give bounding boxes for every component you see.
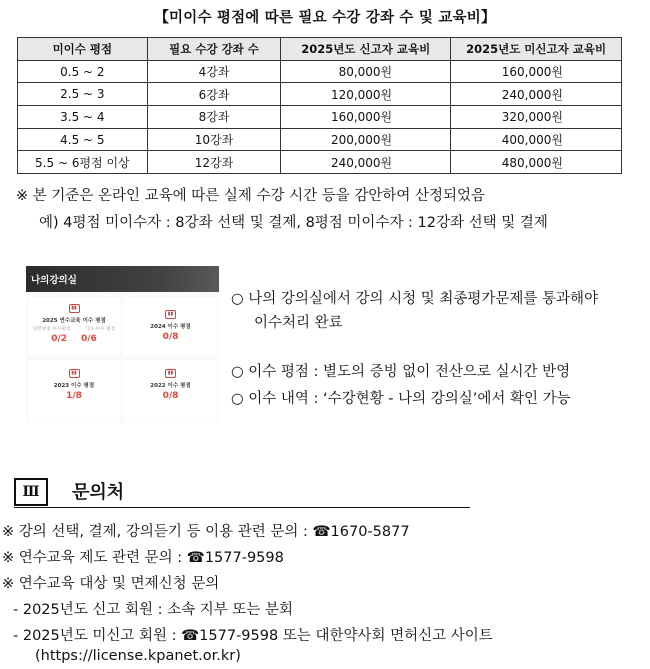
fee-table bbox=[17, 37, 622, 174]
table-cell: 480,000원 bbox=[451, 151, 622, 174]
example-note: 예) 4평점 미이수자 : 8강좌 선택 및 결제, 8평점 미이수자 : 12강좌 선택 및 결제 bbox=[39, 215, 548, 231]
credit-card-2025 bbox=[28, 298, 120, 355]
license-site-link[interactable]: (https://license.kpanet.or.kr) bbox=[35, 648, 241, 664]
contact-usage: ※ 강의 선택, 결제, 강의듣기 등 이용 관련 문의 : ☎1670-5877 bbox=[2, 524, 410, 540]
table-cell: 160,000원 bbox=[451, 60, 622, 83]
table-cell: 8강좌 bbox=[147, 106, 281, 129]
table-cell: 2.5 ~ 3 bbox=[18, 83, 148, 106]
bullet-credit-reflection: ○ 이수 평점 : 별도의 증빙 없이 전산으로 실시간 반영 bbox=[231, 364, 571, 380]
table-title: 【미이수 평점에 따른 필요 수강 강좌 수 및 교육비】 bbox=[154, 10, 496, 26]
credit-card-2023 bbox=[28, 360, 120, 422]
card-sub-left: 일반평점 이수평점 bbox=[32, 327, 71, 332]
card-value: 1/8 bbox=[66, 391, 82, 401]
table-row bbox=[18, 128, 622, 151]
credit-card-2022 bbox=[124, 360, 217, 422]
table-cell: 320,000원 bbox=[451, 106, 622, 129]
table-cell: 160,000원 bbox=[281, 106, 451, 129]
table-cell: 240,000원 bbox=[451, 83, 622, 106]
contact-unregistered: - 2025년도 미신고 회원 : ☎1577-9598 또는 대한약사회 면허신고 사이트 bbox=[13, 628, 493, 644]
table-cell: 80,000원 bbox=[281, 60, 451, 83]
bullet-completion-cont: 이수처리 완료 bbox=[254, 315, 343, 331]
card-value-left: 0/2 bbox=[51, 334, 67, 344]
chart-icon: ▮▮ bbox=[69, 369, 80, 378]
header-cell: 2025년도 미신고자 교육비 bbox=[451, 38, 622, 61]
section-underline bbox=[14, 507, 470, 508]
table-cell: 6강좌 bbox=[147, 83, 281, 106]
card-title: 2022 이수 평점 bbox=[150, 383, 191, 389]
thumbnail-header: 나의강의실 bbox=[26, 266, 219, 292]
card-title: 2025 연수교육 이수 평점 bbox=[42, 318, 106, 324]
table-cell: 3.5 ~ 4 bbox=[18, 106, 148, 129]
card-sub-right: 기타 이수 평점 bbox=[84, 327, 116, 332]
table-row bbox=[18, 151, 622, 174]
table-row bbox=[18, 83, 622, 106]
card-value: 0/8 bbox=[162, 332, 179, 342]
table-cell: 120,000원 bbox=[281, 83, 451, 106]
table-cell: 400,000원 bbox=[451, 128, 622, 151]
table-cell: 0.5 ~ 2 bbox=[18, 60, 148, 83]
chart-icon: ▮▮ bbox=[165, 310, 176, 319]
chart-icon: ▮▮ bbox=[69, 304, 80, 313]
contact-system: ※ 연수교육 제도 관련 문의 : ☎1577-9598 bbox=[2, 550, 284, 566]
card-title: 2024 이수 평점 bbox=[150, 324, 191, 330]
bullet-completion: ○ 나의 강의실에서 강의 시청 및 최종평가문제를 통과해야 bbox=[231, 291, 599, 307]
bullet-history-check: ○ 이수 내역 : ‘수강현황 - 나의 강의실’에서 확인 가능 bbox=[231, 391, 571, 407]
section-title: 문의처 bbox=[72, 482, 125, 503]
credit-card-grid bbox=[26, 292, 219, 423]
my-classroom-screenshot bbox=[26, 266, 219, 423]
section-number-box: Ⅲ bbox=[14, 478, 48, 506]
table-header-row bbox=[18, 38, 622, 61]
card-value-right: 0/6 bbox=[81, 334, 97, 344]
table-cell: 200,000원 bbox=[281, 128, 451, 151]
criteria-note: ※ 본 기준은 온라인 교육에 따른 실제 수강 시간 등을 감안하여 산정되었음 bbox=[16, 188, 486, 204]
header-cell: 미이수 평점 bbox=[18, 38, 148, 61]
card-value: 0/8 bbox=[162, 391, 179, 401]
contact-exemption: ※ 연수교육 대상 및 면제신청 문의 bbox=[2, 576, 220, 592]
card-title: 2023 이수 평점 bbox=[53, 383, 95, 389]
contact-registered: - 2025년도 신고 회원 : 소속 지부 또는 분회 bbox=[13, 602, 293, 618]
table-row bbox=[18, 60, 622, 83]
table-cell: 12강좌 bbox=[147, 151, 281, 174]
table-cell: 4강좌 bbox=[147, 60, 281, 83]
table-cell: 10강좌 bbox=[147, 128, 281, 151]
table-cell: 5.5 ~ 6평점 이상 bbox=[18, 151, 148, 174]
header-cell: 2025년도 신고자 교육비 bbox=[281, 38, 451, 61]
credit-card-2024 bbox=[124, 298, 217, 355]
header-cell: 필요 수강 강좌 수 bbox=[147, 38, 281, 61]
chart-icon: ▮▮ bbox=[165, 369, 176, 378]
table-cell: 4.5 ~ 5 bbox=[18, 128, 148, 151]
table-cell: 240,000원 bbox=[281, 151, 451, 174]
table-row bbox=[18, 106, 622, 129]
